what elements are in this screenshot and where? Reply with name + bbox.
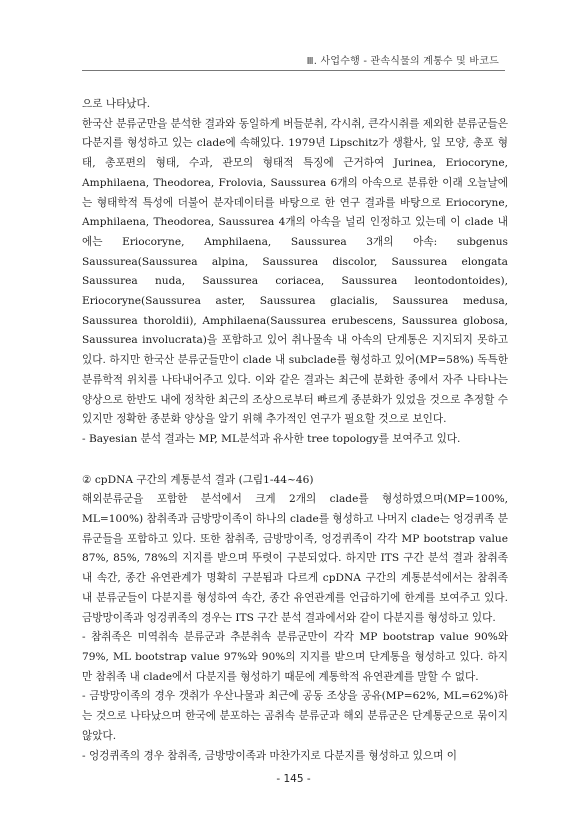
paragraph: - 참취족은 미역취속 분류군과 추분취속 분류군만이 각각 MP bootstrap value 90%와 79%, ML bootstrap value 97%와 90%의 지지를 받으며 단계통을 형성하고 있다. 하지만 참취족 내 clade에서 다분지를 형성하기 때문에 계통학적 유연관계를 말할 수 없다.	[82, 631, 508, 683]
header-divider	[82, 70, 505, 71]
running-header: Ⅲ. 사업수행 - 관속식물의 계통수 및 바코드	[306, 56, 499, 67]
paragraph: 한국산 분류군만을 분석한 결과와 동일하게 버들분취, 각시취, 큰각시취를 제외한 분류군들은 다분지를 형성하고 있는 clade에 속해있다. 1979년 Lipschitz가 생활사, 잎 모양, 총포 형태, 총포편의 형태, 수과, 관모의 형태적 특징에 근거하여 Jurinea, Eriocoryne, Amphilaena, Theodorea, Frolovia, Saussurea 6개의 아속으로 분류한 이래 오늘날에는 형태학적 특성에 더불어 분자데이터를 바탕으로 한 연구 결과를 바탕으로 Eriocoryne, Amphilaena, Theodorea, Saussurea 4개의 아속을 널리 인정하고 있는데 이 clade 내에는 Eriocoryne, Amphilaena, Saussurea 3개의 아속: subgenus Saussurea(Saussurea alpina, Saussurea discolor, Saussurea elongata Saussurea nuda, Saussurea coriacea, Saussurea leontodontoides), Eriocoryne(Saussurea aster, Saussurea glacialis, Saussurea medusa, Saussurea thoroldii), Amphilaena(Saussurea erubescens, Saussurea globosa, Saussurea involucrata)을 포함하고 있어 취나물속 내 아속의 단계통은 지지되지 못하고 있다. 하지만 한국산 분류군들만이 clade 내 subclade를 형성하고 있어(MP=58%) 독특한 분류학적 위치를 나타내어주고 있다. 이와 같은 결과는 최근에 분화한 종에서 자주 나타나는 양상으로 한반도 내에 정착한 최근의 조상으로부터 빠르게 종분화가 있었을 것으로 추정할 수 있지만 정확한 종분화 양상을 알기 위해 추가적인 연구가 필요할 것으로 보인다.	[82, 117, 508, 426]
body-text	[82, 95, 508, 766]
paragraph: 으로 나타났다.	[82, 98, 151, 110]
paragraph: - Bayesian 분석 결과는 MP, ML분석과 유사한 tree topology를 보여주고 있다.	[82, 432, 461, 445]
page-number: - 145 -	[276, 773, 311, 785]
paragraph: - 엉겅퀴족의 경우 참취족, 금방망이족과 마찬가지로 다분지를 형성하고 있으며 이	[82, 749, 457, 762]
paragraph: 해외분류군을 포함한 분석에서 크게 2개의 clade를 형성하였으며(MP=100%, ML=100%) 참취족과 금방망이족이 하나의 clade를 형성하고 나머지 clade는 엉겅퀴족 분류군들을 포함하고 있다. 또한 참취족, 금방망이족, 엉겅퀴족이 각각 MP bootstrap value 87%, 85%, 78%의 지지를 받으며 뚜렷이 구분되었다. 하지만 ITS 구간 분석 결과 참취족 내 속간, 종간 유연관계가 명확히 구분됨과 다르게 cpDNA 구간의 계통분석에서는 참취족 내 분류군들이 다분지를 형성하여 속간, 종간 유연관계를 언급하기에 한계를 보여주고 있다. 금방망이족과 엉겅퀴족의 경우는 ITS 구간 분석 결과에서와 같이 다분지를 형성하고 있다.	[82, 493, 508, 624]
section-gap	[82, 450, 508, 471]
paragraph: - 금방망이족의 경우 갯취가 우산나물과 최근에 공동 조상을 공유(MP=62%, ML=62%)하는 것으로 나타났으며 한국에 분포하는 곰취속 분류군과 해외 분류군은 단계통군으로 묶이지 않았다.	[82, 690, 508, 742]
section-heading: ② cpDNA 구간의 계통분석 결과 (그림1-44~46)	[82, 473, 314, 486]
